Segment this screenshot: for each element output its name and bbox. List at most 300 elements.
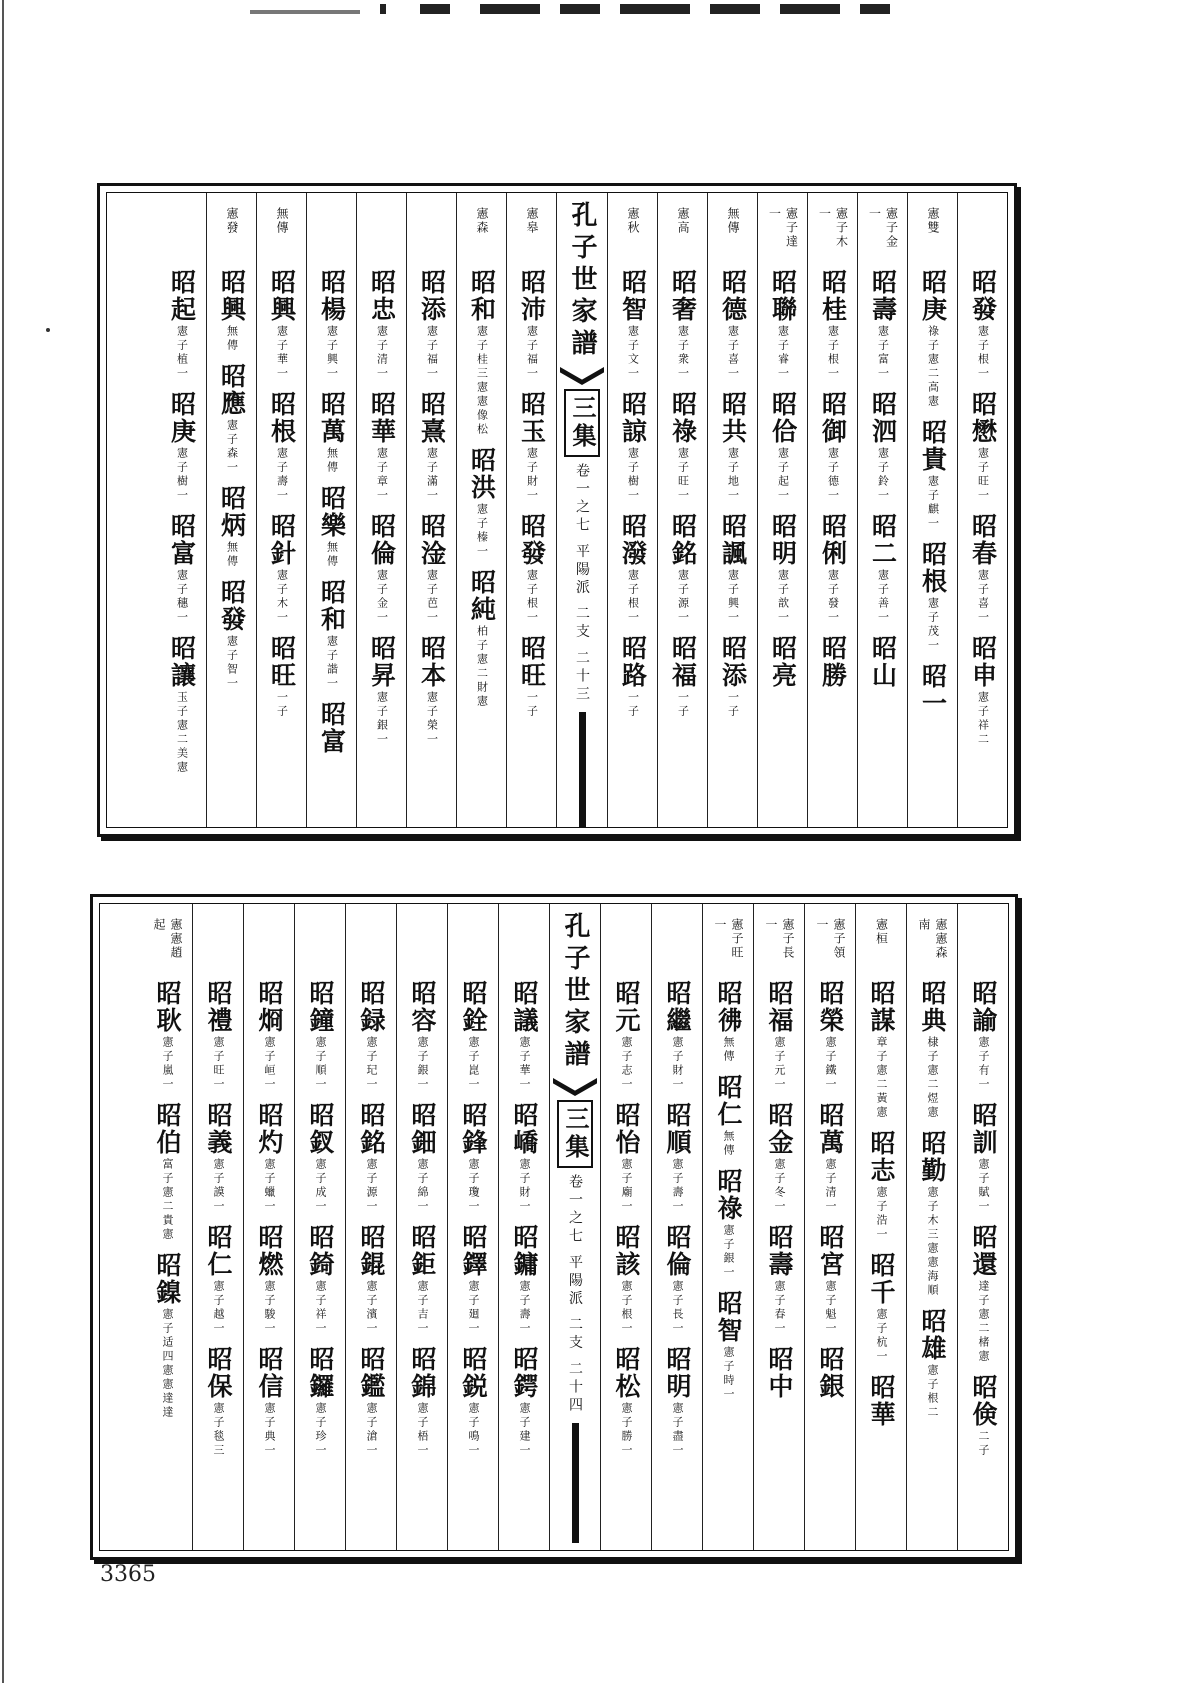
genealogy-column [447,904,498,1550]
person-entry [458,1102,488,1214]
person-entry [254,980,284,1092]
lineage-note: 憲子元一 [773,1036,786,1092]
person-entry [203,980,233,1092]
genealogy-column [807,193,857,827]
person-entry [267,269,297,381]
volume-label: 卷一之七 平陽派 二支 二十三 [574,463,590,705]
person-entry [517,635,547,719]
person-name: 昭伯 [153,1102,182,1156]
lineage-note: 棣子憲二煜憲 [926,1036,939,1120]
person-entry [866,1130,896,1242]
genealogy-column [243,904,294,1550]
column-content [557,201,607,827]
lineage-note: 無傳 [325,541,339,569]
person-name: 昭庚 [167,391,197,445]
lineage-note: 憲子瓊一 [467,1158,480,1214]
lineage-note: 憲子祥一 [314,1280,327,1336]
lineage-note: 憲子珍一 [314,1402,327,1458]
person-entry [217,269,247,353]
person-entry [866,980,896,1120]
lineage-note: 無傳 [722,1130,735,1158]
column-header-note: 憲子長一 [764,918,795,960]
person-entry [203,1224,233,1336]
person-entry [417,513,447,625]
lineage-note: 無傳 [722,1036,735,1064]
lineage-note: 憲子銀一 [416,1036,429,1092]
column-content [703,918,753,1402]
person-entry [217,579,247,691]
person-entry [868,635,898,691]
person-name: 昭讓 [167,635,197,689]
genealogy-column [753,904,804,1550]
person-entry [718,269,748,381]
person-name: 昭庚 [918,269,948,323]
person-entry [367,513,397,625]
lineage-note: 憲子章一 [375,447,389,503]
person-name: 昭錦 [408,1346,437,1400]
person-name: 昭鑼 [306,1346,335,1400]
person-name: 昭鎳 [153,1252,182,1306]
lineage-note: 憲子盡一 [671,1402,684,1458]
genealogy-column [206,193,256,827]
column-content [907,918,957,1420]
lineage-note: 憲子樹一 [175,447,189,503]
column-header-note: 無傳 [726,207,740,235]
lineage-note: 憲子賦一 [977,1158,990,1214]
person-entry [407,1346,437,1458]
genealogy-column [702,904,753,1550]
person-entry [305,1224,335,1336]
lineage-note: 憲子适四憲憲達達 [161,1308,174,1420]
genealogy-column [192,904,243,1550]
person-entry [917,1308,947,1420]
person-name: 昭華 [367,391,397,445]
lineage-note: 憲子麒一 [926,475,940,531]
column-content [958,207,1007,747]
lineage-note: 憲子梧一 [416,1402,429,1458]
lineage-note: 一子 [676,691,690,719]
person-entry [764,980,794,1092]
page-number: 3365 [100,1562,156,1587]
person-entry [968,635,998,747]
person-name: 昭鉅 [408,1224,437,1278]
lineage-note: 憲子春一 [773,1280,786,1336]
lineage-note: 憲子森一 [225,419,239,475]
lineage-note: 憲子鳴一 [467,1402,480,1458]
column-content [958,918,1008,1458]
person-name: 昭壽 [765,1224,794,1278]
column-header-note: 憲高 [676,207,690,235]
person-name: 昭志 [867,1130,896,1184]
genealogy-column [600,904,651,1550]
person-name: 昭錡 [306,1224,335,1278]
genealogy-column [857,193,907,827]
person-name: 昭繼 [663,980,692,1034]
person-entry [868,513,898,625]
person-name: 昭諷 [718,513,748,567]
lineage-note: 憲子穗一 [175,569,189,625]
person-entry [356,1224,386,1336]
genealogy-column [345,904,396,1550]
lineage-note: 憲子鐵一 [824,1036,837,1092]
genealogy-panel-lower [90,894,1018,1560]
lineage-note: 憲子魁一 [824,1280,837,1336]
person-name: 昭釵 [306,1102,335,1156]
person-name: 昭洪 [467,447,497,501]
person-name: 昭富 [167,513,197,567]
lineage-note: 達子憲二楮憲 [977,1280,990,1364]
person-name: 昭懋 [968,391,998,445]
lineage-note: 憲子旺一 [212,1036,225,1092]
person-entry [317,391,347,475]
genealogy-panel-upper [97,183,1017,837]
person-name: 昭潑 [618,513,648,567]
lineage-note: 富子憲二貴憲 [161,1158,174,1242]
person-entry [305,980,335,1092]
person-name: 昭添 [417,269,447,323]
person-entry [768,269,798,381]
column-content [142,918,192,1420]
column-content [652,918,702,1458]
person-entry [467,569,497,709]
lineage-note: 憲子衆一 [676,325,690,381]
person-entry [167,269,197,381]
column-content [357,207,406,747]
lineage-note: 憲子時一 [722,1346,735,1402]
person-entry [918,269,948,409]
person-name: 昭純 [467,569,497,623]
column-header-note: 憲子領一 [815,918,846,960]
genealogy-column [456,193,506,827]
lineage-note: 憲子玘一 [365,1036,378,1092]
lineage-note: 憲子華一 [518,1036,531,1092]
person-entry [668,269,698,381]
column-header-note: 憲憲趙起 [152,918,183,960]
column-content [805,918,855,1402]
person-entry [305,1346,335,1458]
person-entry [417,635,447,747]
lineage-note: 憲子根二 [926,1364,939,1420]
person-name: 昭山 [868,635,898,689]
lineage-note: 憲子順一 [314,1036,327,1092]
person-entry [517,269,547,381]
lineage-note: 憲子喜一 [726,325,740,381]
person-entry [713,1290,743,1402]
person-name: 昭旺 [517,635,547,689]
column-header-note: 憲森 [475,207,489,235]
person-entry [968,391,998,503]
person-entry [618,635,648,719]
person-entry [968,1374,998,1458]
column-header-note: 憲皋 [525,207,539,235]
person-entry [764,1346,794,1402]
genealogy-column [855,904,906,1550]
person-entry [815,1346,845,1402]
lineage-note: 憲子植一 [175,325,189,381]
lineage-note: 憲子榛一 [475,503,489,559]
person-entry [718,513,748,625]
person-entry [367,635,397,747]
person-name: 昭和 [467,269,497,323]
panel-columns [100,904,1008,1550]
lineage-note: 憲子崑一 [467,1036,480,1092]
lineage-note: 一子 [275,691,289,719]
person-entry [467,447,497,559]
person-entry [668,635,698,719]
person-entry [167,391,197,503]
person-entry [152,1102,182,1242]
person-name: 昭玉 [517,391,547,445]
person-name: 昭興 [267,269,297,323]
person-name: 昭聯 [768,269,798,323]
person-entry [517,513,547,625]
column-content [244,918,294,1458]
lineage-note: 憲子旺一 [976,447,990,503]
person-name: 昭千 [867,1252,896,1306]
person-entry [407,1102,437,1214]
person-name: 昭應 [217,363,247,417]
person-name: 昭銘 [668,513,698,567]
person-name: 昭富 [317,701,347,755]
person-entry [254,1224,284,1336]
person-name: 昭華 [867,1374,896,1428]
person-name: 昭倫 [367,513,397,567]
person-name: 昭二 [868,513,898,567]
person-entry [718,635,748,719]
person-entry [968,980,998,1092]
column-content [448,918,498,1458]
lineage-note: 憲子鈴一 [876,447,890,503]
person-name: 昭和 [317,579,347,633]
column-header-note: 憲憲森南 [917,918,948,960]
lineage-note: 一子 [626,691,640,719]
person-entry [152,980,182,1092]
lineage-note: 憲子樹一 [626,447,640,503]
person-name: 昭宮 [816,1224,845,1278]
person-name: 昭鑑 [357,1346,386,1400]
genealogy-column [657,193,707,827]
person-entry [868,269,898,381]
person-entry [317,701,347,757]
person-name: 昭明 [663,1346,692,1400]
person-entry [768,635,798,691]
person-name: 昭旺 [267,635,297,689]
person-name: 昭明 [768,513,798,567]
person-name: 昭燃 [255,1224,284,1278]
person-entry [509,1224,539,1336]
column-header-note: 憲秋 [626,207,640,235]
person-name: 昭發 [517,513,547,567]
column-content [758,207,807,691]
lineage-note: 憲子芭一 [425,569,439,625]
lineage-note: 憲子壽一 [275,447,289,503]
genealogy-column [142,904,192,1550]
lineage-note: 憲子華一 [275,325,289,381]
person-name: 昭一 [918,663,948,717]
person-entry [918,419,948,531]
genealogy-column [406,193,456,827]
person-name: 昭根 [918,541,948,595]
column-header-note: 憲子旺一 [713,918,744,960]
person-name: 昭典 [918,980,947,1034]
person-entry [764,1224,794,1336]
person-name: 昭録 [357,980,386,1034]
person-name: 昭德 [718,269,748,323]
person-name: 昭鋭 [459,1346,488,1400]
person-entry [417,269,447,381]
person-name: 昭針 [267,513,297,567]
person-entry [917,980,947,1120]
genealogy-column [757,193,807,827]
person-name: 昭元 [612,980,641,1034]
column-header-note: 憲子木一 [817,207,849,249]
genealogy-column [957,904,1008,1550]
person-entry [417,391,447,503]
column-content [856,918,906,1430]
person-name: 昭沛 [517,269,547,323]
lineage-note: 憲子建一 [518,1402,531,1458]
person-name: 昭倹 [969,1374,998,1428]
fishtail-ornament [560,367,604,385]
person-name: 昭共 [718,391,748,445]
lineage-note: 憲子根一 [620,1280,633,1336]
stray-mark [46,328,50,332]
person-name: 昭鏞 [510,1224,539,1278]
person-entry [668,513,698,625]
lineage-note: 憲子根一 [826,325,840,381]
lineage-note: 憲子越一 [212,1280,225,1336]
lineage-note: 憲子興一 [726,569,740,625]
lineage-note: 一子 [726,691,740,719]
person-name: 昭桂 [818,269,848,323]
lineage-note: 憲子清一 [375,325,389,381]
lineage-note: 憲子謨一 [212,1158,225,1214]
lineage-note: 憲子嵐一 [161,1036,174,1092]
genealogy-column [498,904,549,1550]
column-header-note: 無傳 [275,207,289,235]
person-name: 昭本 [417,635,447,689]
person-name: 昭忠 [367,269,397,323]
person-name: 昭鈿 [408,1102,437,1156]
column-content [908,207,957,719]
person-name: 昭烱 [255,980,284,1034]
person-entry [367,269,397,381]
person-entry [968,1224,998,1364]
person-name: 昭義 [204,1102,233,1156]
column-content [499,918,549,1458]
lineage-note: 憲子木三憲憲海順 [926,1186,939,1298]
genealogy-column [506,193,556,827]
lineage-note: 憲子勝一 [620,1402,633,1458]
genealogy-column [256,193,306,827]
lineage-note: 憲子財一 [518,1158,531,1214]
lineage-note: 憲子諧一 [325,635,339,691]
lineage-note: 憲子起一 [776,447,790,503]
person-entry [917,1130,947,1298]
column-header-note: 憲子達一 [767,207,799,249]
lineage-note: 憲子滿一 [425,447,439,503]
person-name: 昭彿 [714,980,743,1034]
series-label: 三集 [564,389,600,457]
top-scan-noise [250,4,950,18]
person-entry [818,391,848,503]
person-name: 昭福 [668,635,698,689]
person-name: 昭俐 [818,513,848,567]
person-name: 昭雄 [918,1308,947,1362]
lineage-note: 憲子桂三憲憲像松 [475,325,489,437]
person-entry [217,363,247,475]
lineage-note: 憲子峘一 [263,1036,276,1092]
column-content [858,207,907,691]
center-title-column [556,193,607,827]
person-entry [611,1346,641,1458]
person-name: 昭謀 [867,980,896,1034]
person-name: 昭禮 [204,980,233,1034]
person-name: 昭申 [968,635,998,689]
person-entry [267,635,297,719]
column-content [507,207,556,719]
lineage-note: 憲子財一 [671,1036,684,1092]
person-entry [203,1102,233,1214]
column-content [207,207,256,691]
person-entry [305,1102,335,1214]
person-entry [818,635,848,691]
person-entry [167,513,197,625]
series-label: 三集 [557,1100,593,1168]
column-content [257,207,306,719]
person-name: 昭該 [612,1224,641,1278]
person-name: 昭鍔 [510,1346,539,1400]
lineage-note: 憲子茂一 [926,597,940,653]
lineage-note: 憲子木一 [275,569,289,625]
person-entry [968,269,998,381]
person-name: 昭祿 [714,1168,743,1222]
lineage-note: 憲子根一 [525,569,539,625]
person-entry [815,1102,845,1214]
lineage-note: 憲子財一 [525,447,539,503]
lineage-note: 憲子發一 [826,569,840,625]
lineage-note: 憲子長一 [671,1280,684,1336]
book-title: 孔子世家譜 [560,912,590,1072]
genealogy-column [607,193,657,827]
person-entry [317,269,347,381]
person-name: 昭貴 [918,419,948,473]
lineage-note: 憲子地一 [726,447,740,503]
column-content [601,918,651,1458]
person-name: 昭鐘 [306,980,335,1034]
person-name: 昭萬 [317,391,347,445]
person-name: 昭銓 [459,980,488,1034]
column-header-note: 憲桓 [874,918,889,946]
column-content [307,207,356,757]
person-entry [662,1346,692,1458]
lineage-note: 憲子源一 [676,569,690,625]
person-name: 昭勝 [818,635,848,689]
lineage-note: 無傳 [325,447,339,475]
person-name: 昭中 [765,1346,794,1400]
column-content [397,918,447,1458]
person-name: 昭嶠 [510,1102,539,1156]
person-entry [611,1224,641,1336]
lineage-note: 憲子旺一 [676,447,690,503]
column-content [754,918,804,1402]
person-entry [254,1346,284,1458]
person-name: 昭鋒 [459,1102,488,1156]
genealogy-column [356,193,406,827]
person-entry [768,513,798,625]
person-name: 昭榮 [816,980,845,1034]
person-name: 昭根 [267,391,297,445]
